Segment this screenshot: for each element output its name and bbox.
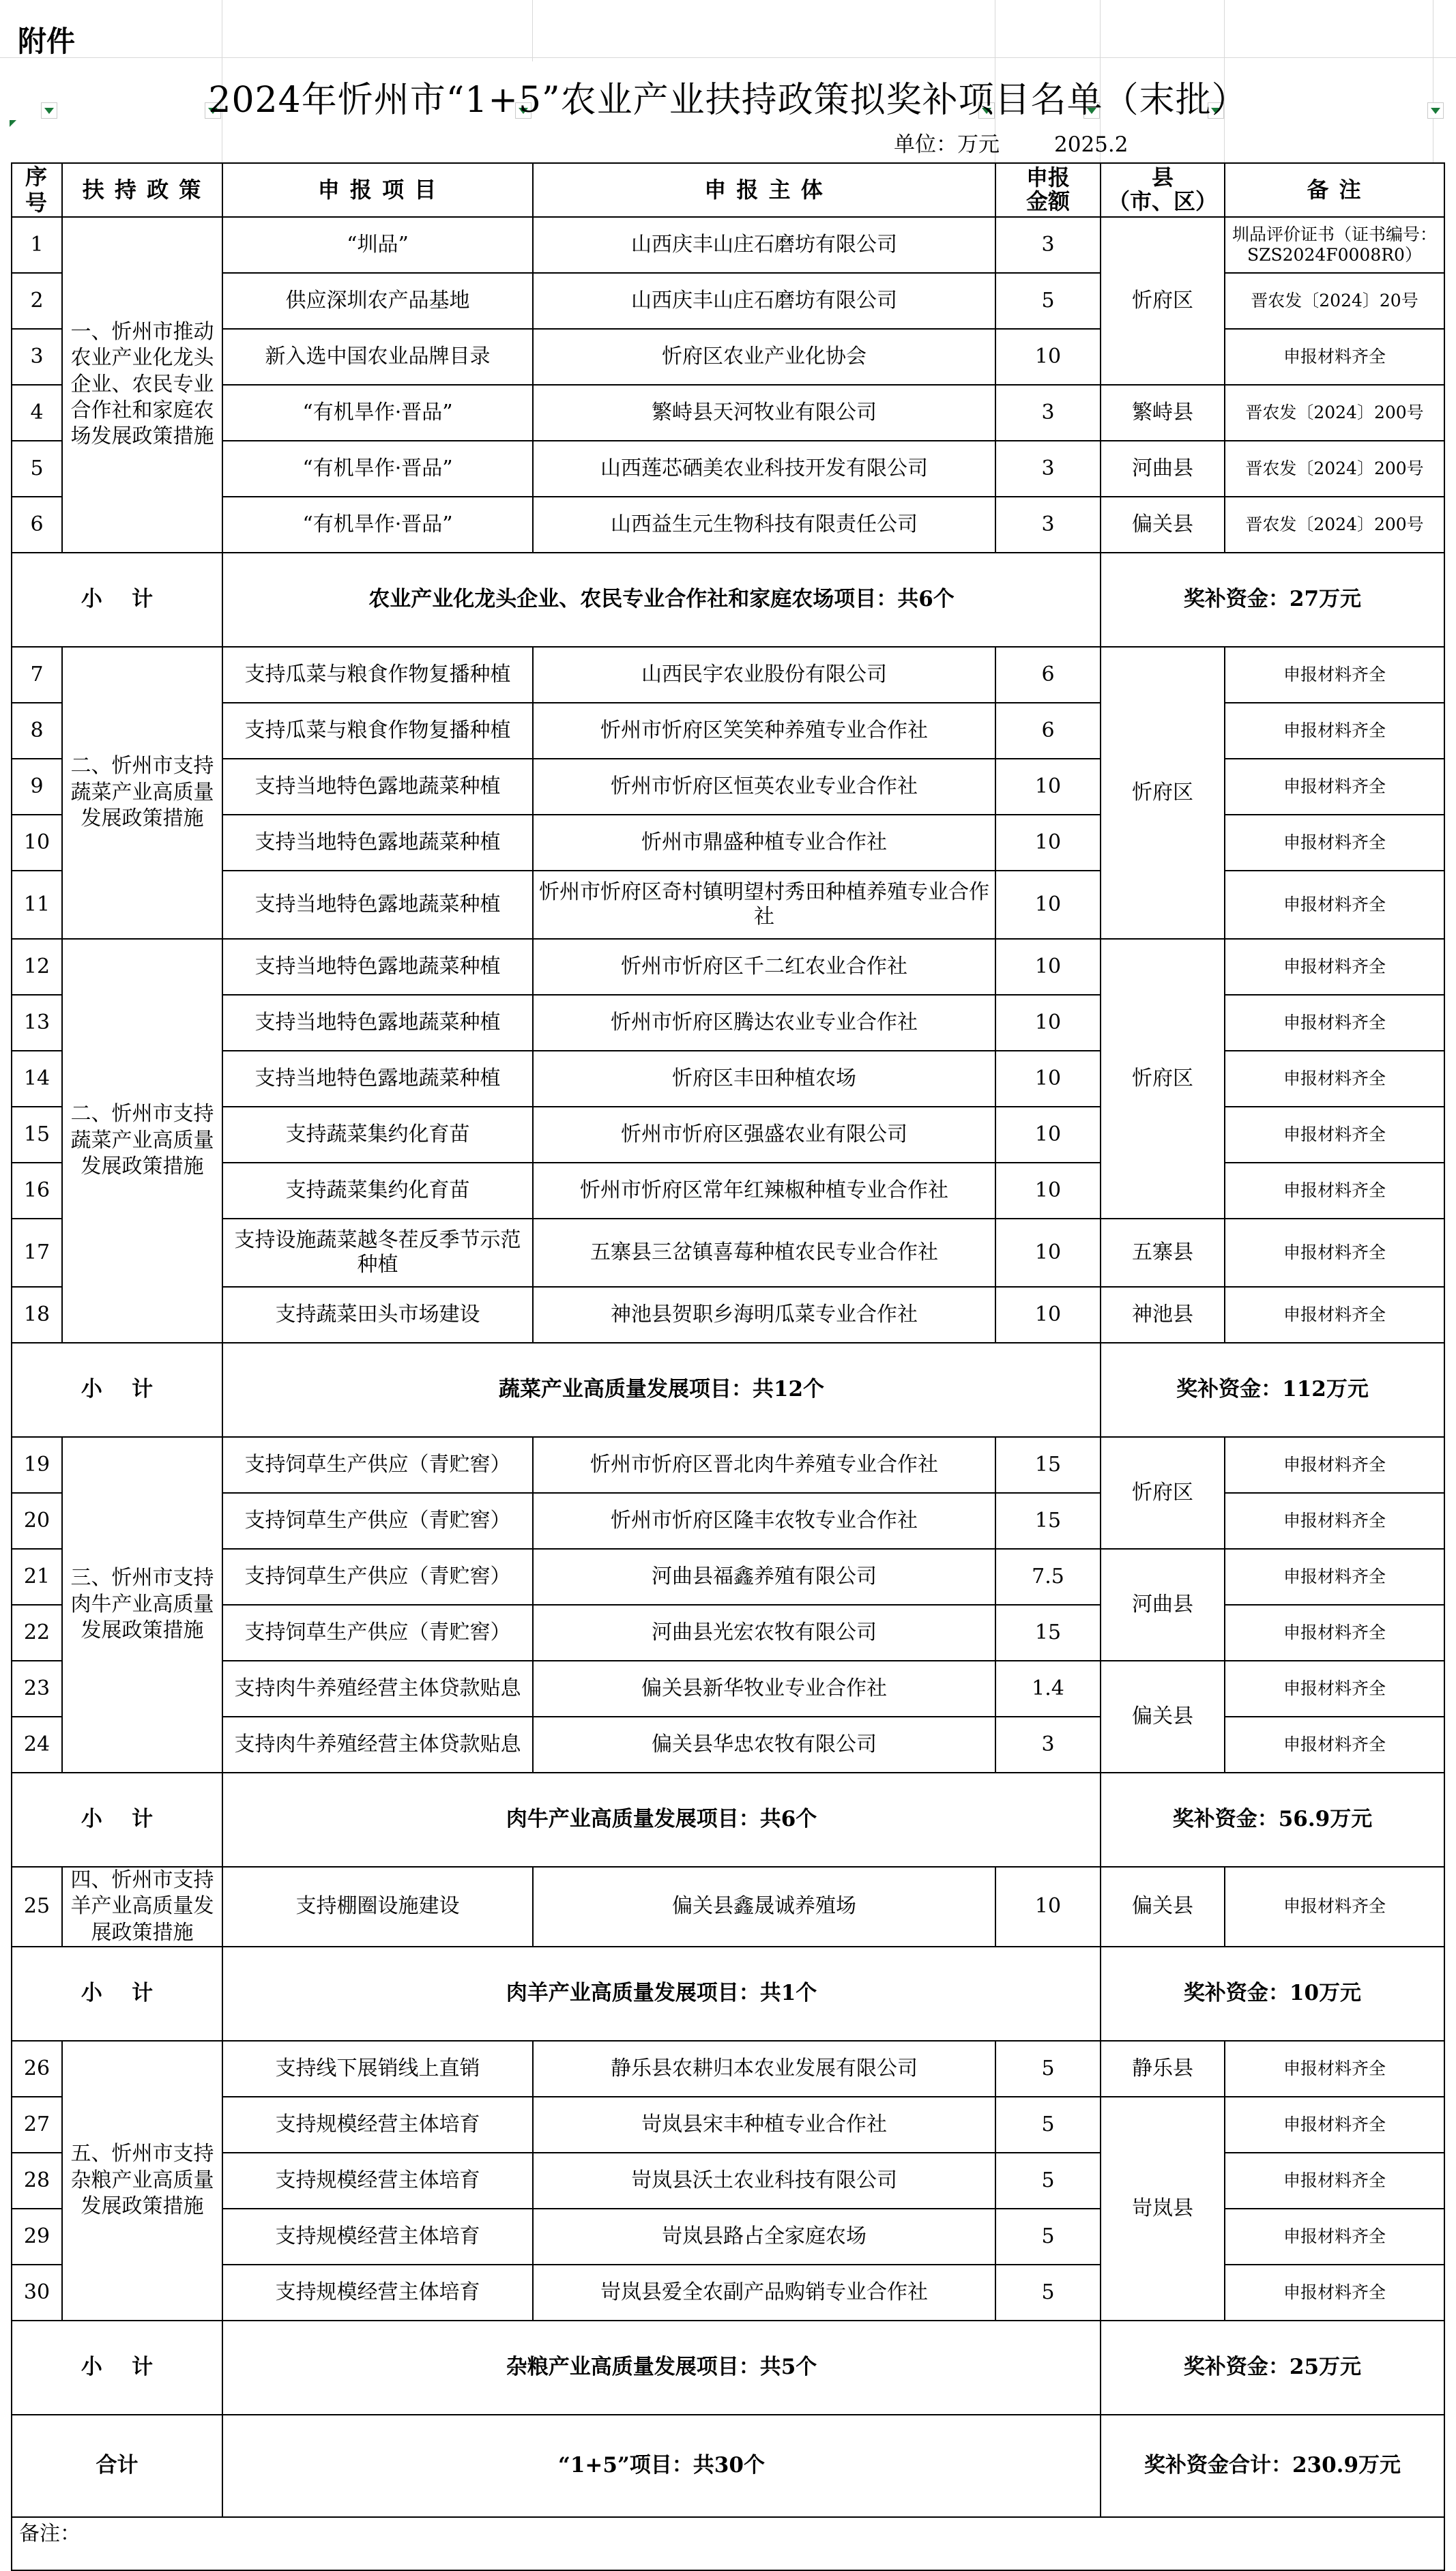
row-seq: 21 — [12, 1549, 62, 1605]
row-note: 申报材料齐全 — [1225, 1163, 1444, 1219]
row-amount: 7.5 — [995, 1549, 1101, 1605]
row-amount: 5 — [995, 2209, 1101, 2265]
row-applicant: 忻州市忻府区笑笑种养殖专业合作社 — [533, 703, 995, 759]
row-note: 申报材料齐全 — [1225, 995, 1444, 1051]
date-label: 2025.2 — [1054, 132, 1129, 157]
unit-line — [894, 127, 1182, 158]
row-county: 河曲县 — [1101, 1549, 1225, 1661]
subtotal-fund: 奖补资金：27万元 — [1101, 553, 1444, 647]
subtotal-row — [12, 2321, 1444, 2415]
table-row — [12, 939, 1444, 995]
row-applicant: 河曲县光宏农牧有限公司 — [533, 1605, 995, 1661]
table-row — [12, 497, 1444, 553]
row-county: 忻府区 — [1101, 647, 1225, 939]
row-note: 申报材料齐全 — [1225, 647, 1444, 703]
row-note: 申报材料齐全 — [1225, 2209, 1444, 2265]
row-county: 忻府区 — [1101, 1437, 1225, 1549]
row-project: 新入选中国农业品牌目录 — [222, 329, 533, 385]
row-seq: 17 — [12, 1219, 62, 1287]
page-title: 2024年忻州市“1+5”农业产业扶持政策拟奖补项目名单（末批） — [208, 80, 1248, 121]
table-row — [12, 1549, 1444, 1605]
total-row — [12, 2415, 1444, 2517]
subtotal-fund: 奖补资金：112万元 — [1101, 1343, 1444, 1437]
row-note: 晋农发〔2024〕200号 — [1225, 497, 1444, 553]
row-seq: 24 — [12, 1717, 62, 1773]
header-project: 申 报 项 目 — [222, 163, 533, 217]
table-row — [12, 815, 1444, 871]
row-amount: 10 — [995, 995, 1101, 1051]
header-county: 县 （市、区） — [1101, 163, 1225, 217]
row-project: 支持肉牛养殖经营主体贷款贴息 — [222, 1717, 533, 1773]
row-applicant: 静乐县农耕归本农业发展有限公司 — [533, 2041, 995, 2097]
row-project: “有机旱作·晋品” — [222, 497, 533, 553]
row-applicant: 岢岚县爱全农副产品购销专业合作社 — [533, 2265, 995, 2321]
subtotal-label: 小 计 — [12, 553, 222, 647]
header-row — [12, 163, 1444, 217]
row-seq: 4 — [12, 385, 62, 441]
table-row — [12, 2209, 1444, 2265]
row-note: 晋农发〔2024〕200号 — [1225, 441, 1444, 497]
row-county: 静乐县 — [1101, 2041, 1225, 2097]
row-applicant: 偏关县华忠农牧有限公司 — [533, 1717, 995, 1773]
row-county: 五寨县 — [1101, 1219, 1225, 1287]
row-seq: 3 — [12, 329, 62, 385]
row-amount: 1.4 — [995, 1661, 1101, 1717]
total-text: “1+5”项目：共30个 — [222, 2415, 1101, 2517]
row-note: 申报材料齐全 — [1225, 759, 1444, 815]
row-county: 偏关县 — [1101, 1661, 1225, 1773]
row-applicant: 山西庆丰山庄石磨坊有限公司 — [533, 217, 995, 273]
row-project: 支持肉牛养殖经营主体贷款贴息 — [222, 1661, 533, 1717]
row-applicant: 山西民宇农业股份有限公司 — [533, 647, 995, 703]
project-table — [11, 162, 1445, 2571]
row-amount: 10 — [995, 1051, 1101, 1107]
row-seq: 26 — [12, 2041, 62, 2097]
row-seq: 10 — [12, 815, 62, 871]
row-project: 支持规模经营主体培育 — [222, 2265, 533, 2321]
row-seq: 8 — [12, 703, 62, 759]
table-row — [12, 1051, 1444, 1107]
row-amount: 5 — [995, 2097, 1101, 2153]
policy-cell: 一、忻州市推动农业产业化龙头企业、农民专业合作社和家庭农场发展政策措施 — [62, 217, 222, 553]
row-amount: 10 — [995, 871, 1101, 939]
table-row — [12, 1717, 1444, 1773]
row-seq: 27 — [12, 2097, 62, 2153]
row-project: 支持规模经营主体培育 — [222, 2097, 533, 2153]
policy-cell: 四、忻州市支持羊产业高质量发展政策措施 — [62, 1867, 222, 1947]
row-amount: 10 — [995, 1867, 1101, 1947]
policy-cell: 二、忻州市支持蔬菜产业高质量发展政策措施 — [62, 647, 222, 939]
row-seq: 15 — [12, 1107, 62, 1163]
row-applicant: 岢岚县宋丰种植专业合作社 — [533, 2097, 995, 2153]
row-note: 申报材料齐全 — [1225, 815, 1444, 871]
row-project: 支持瓜菜与粮食作物复播种植 — [222, 703, 533, 759]
table-row — [12, 329, 1444, 385]
table-row — [12, 1493, 1444, 1549]
row-amount: 15 — [995, 1605, 1101, 1661]
total-fund: 奖补资金合计：230.9万元 — [1101, 2415, 1444, 2517]
row-county: 偏关县 — [1101, 1867, 1225, 1947]
table-row — [12, 1661, 1444, 1717]
subtotal-text: 肉牛产业高质量发展项目：共6个 — [222, 1773, 1101, 1867]
subtotal-label: 小 计 — [12, 1343, 222, 1437]
row-amount: 5 — [995, 273, 1101, 329]
row-project: 支持饲草生产供应（青贮窖） — [222, 1437, 533, 1493]
header-note: 备 注 — [1225, 163, 1444, 217]
row-amount: 10 — [995, 1163, 1101, 1219]
subtotal-fund: 奖补资金：56.9万元 — [1101, 1773, 1444, 1867]
row-project: 支持当地特色露地蔬菜种植 — [222, 815, 533, 871]
table-row — [12, 2097, 1444, 2153]
row-note: 晋农发〔2024〕200号 — [1225, 385, 1444, 441]
table-row — [12, 759, 1444, 815]
row-note: 申报材料齐全 — [1225, 1287, 1444, 1343]
table-row — [12, 2265, 1444, 2321]
subtotal-text: 杂粮产业高质量发展项目：共5个 — [222, 2321, 1101, 2415]
header-applicant: 申 报 主 体 — [533, 163, 995, 217]
row-amount: 10 — [995, 329, 1101, 385]
row-note: 申报材料齐全 — [1225, 1051, 1444, 1107]
row-applicant: 河曲县福鑫养殖有限公司 — [533, 1549, 995, 1605]
table-row — [12, 1867, 1444, 1947]
row-amount: 3 — [995, 385, 1101, 441]
table-row — [12, 1605, 1444, 1661]
row-project: 支持设施蔬菜越冬茬反季节示范种植 — [222, 1219, 533, 1287]
row-applicant: 忻州市忻府区奇村镇明望村秀田种植养殖专业合作社 — [533, 871, 995, 939]
row-note: 申报材料齐全 — [1225, 1437, 1444, 1493]
row-county: 神池县 — [1101, 1287, 1225, 1343]
row-seq: 19 — [12, 1437, 62, 1493]
row-amount: 10 — [995, 939, 1101, 995]
table-row — [12, 273, 1444, 329]
row-county: 河曲县 — [1101, 441, 1225, 497]
row-seq: 28 — [12, 2153, 62, 2209]
row-note: 申报材料齐全 — [1225, 2097, 1444, 2153]
table-row — [12, 1287, 1444, 1343]
row-amount: 3 — [995, 441, 1101, 497]
row-amount: 15 — [995, 1493, 1101, 1549]
row-note: 申报材料齐全 — [1225, 1107, 1444, 1163]
subtotal-row — [12, 1947, 1444, 2041]
row-note: 申报材料齐全 — [1225, 1867, 1444, 1947]
row-note: 申报材料齐全 — [1225, 1605, 1444, 1661]
row-county: 忻府区 — [1101, 217, 1225, 385]
row-note: 申报材料齐全 — [1225, 1717, 1444, 1773]
row-applicant: 忻府区丰田种植农场 — [533, 1051, 995, 1107]
row-project: 支持饲草生产供应（青贮窖） — [222, 1605, 533, 1661]
row-applicant: 忻州市忻府区晋北肉牛养殖专业合作社 — [533, 1437, 995, 1493]
row-county: 岢岚县 — [1101, 2097, 1225, 2321]
row-note: 申报材料齐全 — [1225, 2041, 1444, 2097]
row-note: 申报材料齐全 — [1225, 1661, 1444, 1717]
row-seq: 16 — [12, 1163, 62, 1219]
row-seq: 12 — [12, 939, 62, 995]
table-row — [12, 647, 1444, 703]
row-seq: 23 — [12, 1661, 62, 1717]
row-applicant: 山西庆丰山庄石磨坊有限公司 — [533, 273, 995, 329]
table-row — [12, 1163, 1444, 1219]
row-seq: 9 — [12, 759, 62, 815]
table-row — [12, 871, 1444, 939]
table-row — [12, 1437, 1444, 1493]
row-note: 申报材料齐全 — [1225, 1493, 1444, 1549]
table-row — [12, 1219, 1444, 1287]
row-applicant: 山西莲芯硒美农业科技开发有限公司 — [533, 441, 995, 497]
subtotal-label: 小 计 — [12, 1947, 222, 2041]
row-seq: 29 — [12, 2209, 62, 2265]
row-applicant: 五寨县三岔镇喜莓种植农民专业合作社 — [533, 1219, 995, 1287]
row-note: 圳品评价证书（证书编号：SZS2024F0008R0） — [1225, 217, 1444, 273]
row-seq: 18 — [12, 1287, 62, 1343]
row-seq: 30 — [12, 2265, 62, 2321]
row-project: 支持棚圈设施建设 — [222, 1867, 533, 1947]
row-seq: 6 — [12, 497, 62, 553]
table-row — [12, 1107, 1444, 1163]
row-note: 晋农发〔2024〕20号 — [1225, 273, 1444, 329]
unit-label: 单位：万元 — [894, 132, 1000, 157]
row-applicant: 忻州市忻府区强盛农业有限公司 — [533, 1107, 995, 1163]
table-row — [12, 2153, 1444, 2209]
row-county: 忻府区 — [1101, 939, 1225, 1219]
row-amount: 15 — [995, 1437, 1101, 1493]
table-row — [12, 217, 1444, 273]
table-row — [12, 703, 1444, 759]
subtotal-row — [12, 1343, 1444, 1437]
subtotal-label: 小 计 — [12, 1773, 222, 1867]
subtotal-text: 肉羊产业高质量发展项目：共1个 — [222, 1947, 1101, 2041]
row-project: 支持蔬菜集约化育苗 — [222, 1163, 533, 1219]
row-amount: 10 — [995, 1107, 1101, 1163]
row-project: 支持当地特色露地蔬菜种植 — [222, 995, 533, 1051]
row-amount: 5 — [995, 2265, 1101, 2321]
row-seq: 2 — [12, 273, 62, 329]
row-seq: 11 — [12, 871, 62, 939]
remark-label: 备注： — [12, 2517, 1444, 2570]
row-applicant: 忻府区农业产业化协会 — [533, 329, 995, 385]
row-applicant: 忻州市忻府区隆丰农牧专业合作社 — [533, 1493, 995, 1549]
row-amount: 10 — [995, 1287, 1101, 1343]
row-seq: 7 — [12, 647, 62, 703]
row-amount: 3 — [995, 1717, 1101, 1773]
row-applicant: 偏关县新华牧业专业合作社 — [533, 1661, 995, 1717]
row-applicant: 繁峙县天河牧业有限公司 — [533, 385, 995, 441]
row-project: 支持蔬菜田头市场建设 — [222, 1287, 533, 1343]
row-seq: 25 — [12, 1867, 62, 1947]
row-applicant: 岢岚县路占全家庭农场 — [533, 2209, 995, 2265]
subtotal-row — [12, 1773, 1444, 1867]
subtotal-row — [12, 553, 1444, 647]
row-applicant: 忻州市鼎盛种植专业合作社 — [533, 815, 995, 871]
table-row — [12, 2041, 1444, 2097]
row-note: 申报材料齐全 — [1225, 2265, 1444, 2321]
row-applicant: 忻州市忻府区千二红农业合作社 — [533, 939, 995, 995]
subtotal-fund: 奖补资金：25万元 — [1101, 2321, 1444, 2415]
table-body — [12, 163, 1444, 2570]
row-applicant: 偏关县鑫晟诚养殖场 — [533, 1867, 995, 1947]
row-seq: 22 — [12, 1605, 62, 1661]
row-project: 支持瓜菜与粮食作物复播种植 — [222, 647, 533, 703]
row-project: 支持蔬菜集约化育苗 — [222, 1107, 533, 1163]
row-note: 申报材料齐全 — [1225, 1549, 1444, 1605]
row-amount: 10 — [995, 1219, 1101, 1287]
header-seq: 序号 — [12, 163, 62, 217]
row-project: 支持饲草生产供应（青贮窖） — [222, 1549, 533, 1605]
policy-cell: 五、忻州市支持杂粮产业高质量发展政策措施 — [62, 2041, 222, 2321]
row-amount: 10 — [995, 759, 1101, 815]
row-project: 支持当地特色露地蔬菜种植 — [222, 1051, 533, 1107]
row-applicant: 忻州市忻府区恒英农业专业合作社 — [533, 759, 995, 815]
row-amount: 3 — [995, 497, 1101, 553]
policy-cell: 二、忻州市支持蔬菜产业高质量发展政策措施 — [62, 939, 222, 1343]
sheet-grid-v2 — [532, 0, 533, 61]
table-row — [12, 441, 1444, 497]
row-seq: 20 — [12, 1493, 62, 1549]
row-project: 支持当地特色露地蔬菜种植 — [222, 759, 533, 815]
row-note: 申报材料齐全 — [1225, 939, 1444, 995]
header-policy: 扶 持 政 策 — [62, 163, 222, 217]
row-seq: 13 — [12, 995, 62, 1051]
row-note: 申报材料齐全 — [1225, 2153, 1444, 2209]
row-amount: 3 — [995, 217, 1101, 273]
row-amount: 5 — [995, 2041, 1101, 2097]
table-row — [12, 995, 1444, 1051]
row-project: “圳品” — [222, 217, 533, 273]
subtotal-label: 小 计 — [12, 2321, 222, 2415]
table-row — [12, 385, 1444, 441]
policy-cell: 三、忻州市支持肉牛产业高质量发展政策措施 — [62, 1437, 222, 1773]
sheet-grid-h1 — [0, 57, 1456, 58]
row-applicant: 神池县贺职乡海明瓜菜专业合作社 — [533, 1287, 995, 1343]
row-amount: 5 — [995, 2153, 1101, 2209]
row-note: 申报材料齐全 — [1225, 1219, 1444, 1287]
subtotal-text: 农业产业化龙头企业、农民专业合作社和家庭农场项目：共6个 — [222, 553, 1101, 647]
attachment-label: 附件 — [18, 25, 76, 58]
header-amount: 申报 金额 — [995, 163, 1101, 217]
row-applicant: 岢岚县沃土农业科技有限公司 — [533, 2153, 995, 2209]
row-amount: 6 — [995, 703, 1101, 759]
row-amount: 10 — [995, 815, 1101, 871]
row-seq: 1 — [12, 217, 62, 273]
row-seq: 5 — [12, 441, 62, 497]
row-applicant: 山西益生元生物科技有限责任公司 — [533, 497, 995, 553]
row-project: 支持规模经营主体培育 — [222, 2153, 533, 2209]
subtotal-fund: 奖补资金：10万元 — [1101, 1947, 1444, 2041]
row-note: 申报材料齐全 — [1225, 703, 1444, 759]
remark-row — [12, 2517, 1444, 2570]
row-project: 支持线下展销线上直销 — [222, 2041, 533, 2097]
row-project: 支持当地特色露地蔬菜种植 — [222, 939, 533, 995]
row-seq: 14 — [12, 1051, 62, 1107]
row-project: 支持饲草生产供应（青贮窖） — [222, 1493, 533, 1549]
row-note: 申报材料齐全 — [1225, 871, 1444, 939]
row-project: 供应深圳农产品基地 — [222, 273, 533, 329]
row-amount: 6 — [995, 647, 1101, 703]
subtotal-text: 蔬菜产业高质量发展项目：共12个 — [222, 1343, 1101, 1437]
row-applicant: 忻州市忻府区常年红辣椒种植专业合作社 — [533, 1163, 995, 1219]
row-project: 支持规模经营主体培育 — [222, 2209, 533, 2265]
row-county: 偏关县 — [1101, 497, 1225, 553]
row-county: 繁峙县 — [1101, 385, 1225, 441]
row-note: 申报材料齐全 — [1225, 329, 1444, 385]
row-project: “有机旱作·晋品” — [222, 385, 533, 441]
row-project: “有机旱作·晋品” — [222, 441, 533, 497]
total-label: 合计 — [12, 2415, 222, 2517]
row-project: 支持当地特色露地蔬菜种植 — [222, 871, 533, 939]
row-applicant: 忻州市忻府区腾达农业专业合作社 — [533, 995, 995, 1051]
